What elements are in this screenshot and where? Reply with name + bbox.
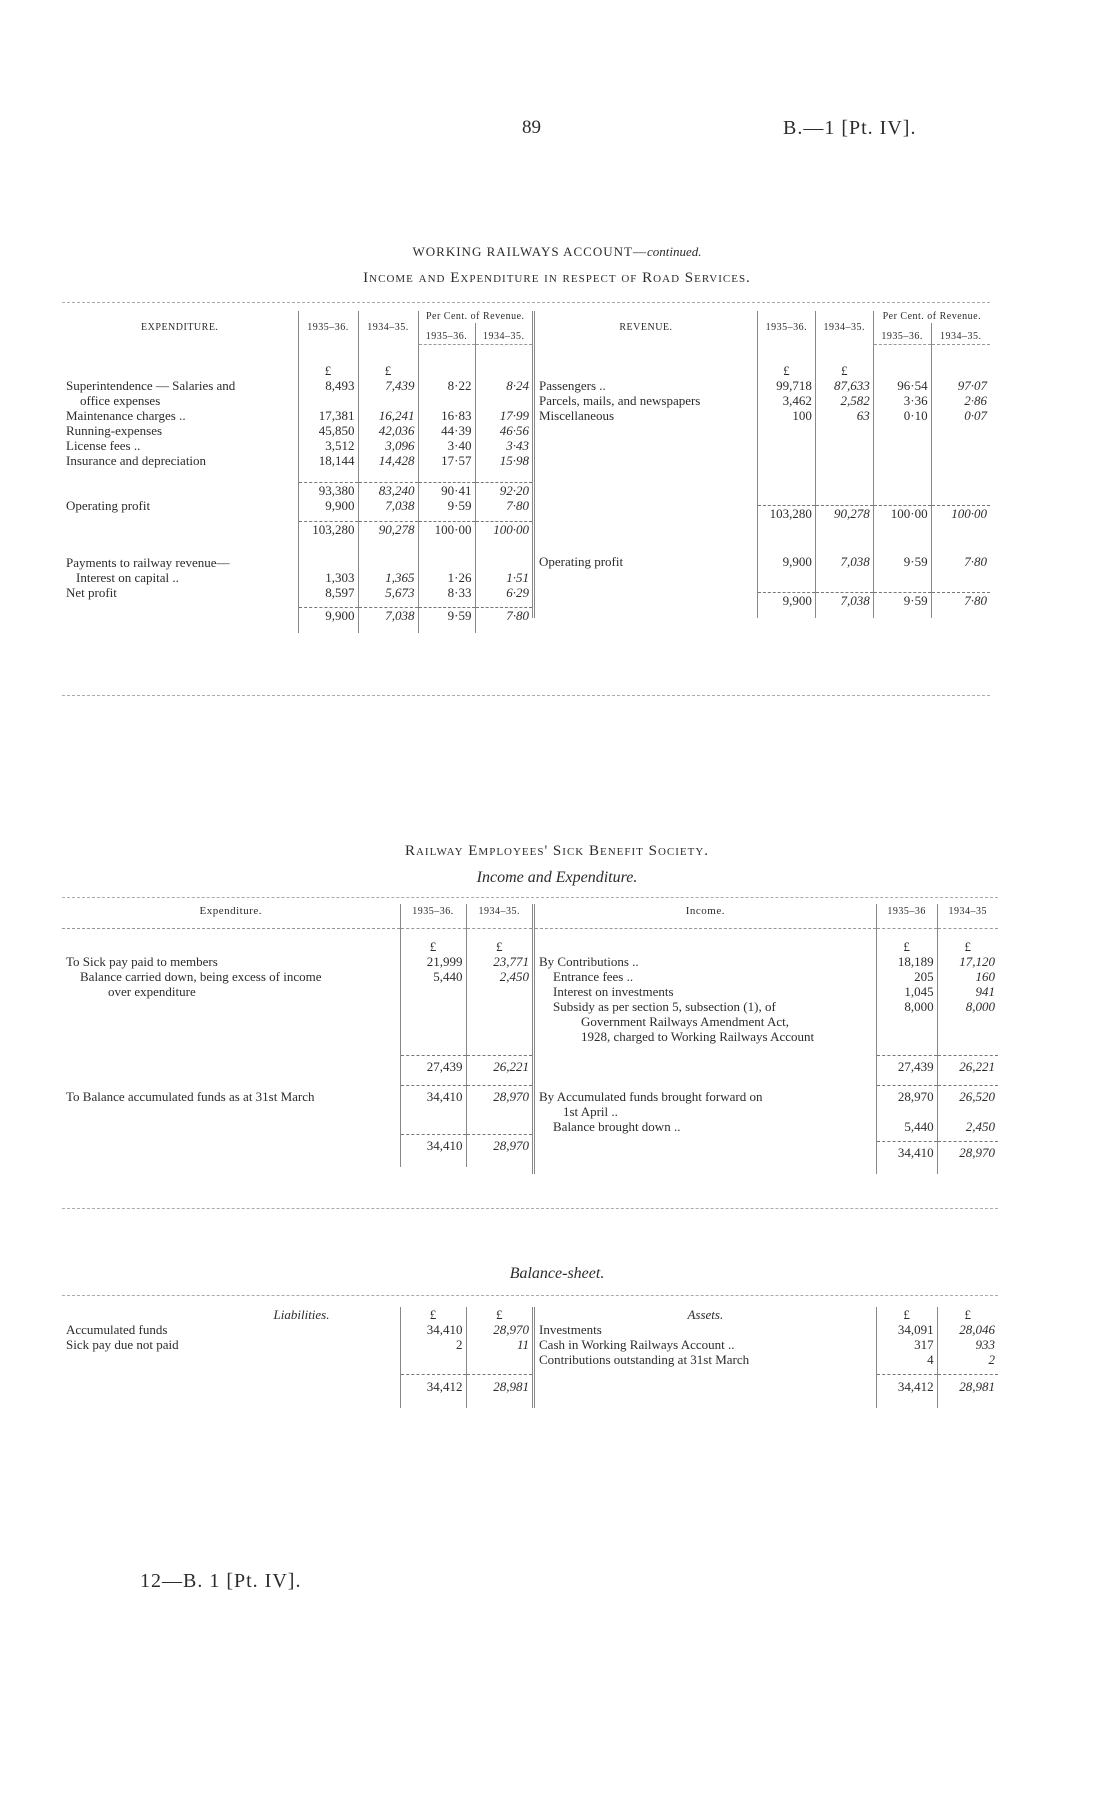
road-exp-pct: 46·56 bbox=[475, 423, 532, 438]
rev-operating-profit-pct: 7·80 bbox=[931, 554, 990, 569]
asset-label: Cash in Working Railways Account .. bbox=[534, 1337, 877, 1352]
operating-profit-pct: 7·80 bbox=[475, 498, 532, 513]
road-rev-label: Parcels, mails, and newspapers bbox=[534, 393, 758, 408]
road-rev-value: 100 bbox=[757, 408, 815, 423]
sick-exp-balance-label: To Balance accumulated funds as at 31st March bbox=[66, 1088, 315, 1104]
sick-exp-total: 26,221 bbox=[466, 1055, 532, 1074]
road-rev-total-pct: 100·00 bbox=[873, 506, 931, 522]
pound-symbol: £ bbox=[757, 363, 815, 378]
net-profit-pct: 8·33 bbox=[418, 585, 475, 600]
asset-value: 317 bbox=[876, 1337, 937, 1352]
road-exp-pct: 44·39 bbox=[418, 423, 475, 438]
road-exp-label: Insurance and depreciation bbox=[66, 452, 207, 468]
sick-exp-head: Expenditure. bbox=[62, 904, 400, 929]
sick-inc-y2: 1934–35 bbox=[937, 904, 998, 929]
asset-value: 2 bbox=[937, 1352, 998, 1367]
road-exp-value: 45,850 bbox=[298, 423, 358, 438]
road-exp-total: 90,278 bbox=[358, 521, 418, 537]
road-rev-y2: 1934–35. bbox=[815, 311, 873, 345]
road-title-cont: continued. bbox=[646, 244, 702, 259]
interest-pct: 1·51 bbox=[475, 570, 532, 585]
road-rev-total: 90,278 bbox=[815, 506, 873, 522]
sick-inc-total: 27,439 bbox=[876, 1055, 937, 1074]
sick-inc-label: Subsidy as per section 5, subsection (1), of Government Railways Amendment Act, 1928, charged to Working Railways Account bbox=[534, 999, 877, 1044]
road-rev-head: REVENUE. bbox=[534, 311, 758, 345]
operating-profit-pct: 9·59 bbox=[418, 498, 475, 513]
payments-total: 9,900 bbox=[298, 608, 358, 624]
sick-exp-label: Balance carried down, being excess of income over expenditure bbox=[80, 969, 322, 999]
liabilities-heading: Liabilities. bbox=[273, 1307, 330, 1322]
road-exp-y1: 1935–36. bbox=[298, 311, 358, 345]
assets-table bbox=[532, 1307, 998, 1408]
asset-value: 933 bbox=[937, 1337, 998, 1352]
road-rev-total: 103,280 bbox=[757, 506, 815, 522]
road-exp-subtotal-pct: 92·20 bbox=[475, 483, 532, 499]
payments-total: 7,038 bbox=[358, 608, 418, 624]
road-title-main: WORKING RAILWAYS ACCOUNT— bbox=[412, 244, 647, 259]
road-rev-value: 3,462 bbox=[757, 393, 815, 408]
road-expenditure-table bbox=[62, 311, 532, 633]
pound-symbol: £ bbox=[876, 939, 937, 954]
liability-label: Sick pay due not paid bbox=[66, 1337, 179, 1352]
road-rev-pct: 2·86 bbox=[931, 393, 990, 408]
liability-value: 34,410 bbox=[400, 1322, 466, 1337]
road-rev-pct-y2: 1934–35. bbox=[931, 323, 990, 345]
sick-inc-label: Entrance fees .. bbox=[534, 969, 877, 984]
assets-heading: Assets. bbox=[534, 1307, 877, 1322]
sick-inc-bal-value: 2,450 bbox=[937, 1119, 998, 1134]
net-profit-value: 8,597 bbox=[298, 585, 358, 600]
sick-inc-label: By Contributions .. bbox=[534, 954, 877, 969]
sick-inc-value: 941 bbox=[937, 984, 998, 999]
interest-pct: 1·26 bbox=[418, 570, 475, 585]
road-exp-pct-head: Per Cent. of Revenue. bbox=[418, 311, 532, 323]
asset-value: 28,046 bbox=[937, 1322, 998, 1337]
road-rev-value: 2,582 bbox=[815, 393, 873, 408]
sick-society-title: Railway Employees' Sick Benefit Society. bbox=[404, 843, 710, 859]
road-exp-y2: 1934–35. bbox=[358, 311, 418, 345]
road-rev-value: 63 bbox=[815, 408, 873, 423]
road-exp-value: 17,381 bbox=[298, 408, 358, 423]
road-revenue-table bbox=[532, 311, 990, 618]
sick-inc-value: 18,189 bbox=[876, 954, 937, 969]
sick-inc-total2: 34,410 bbox=[876, 1142, 937, 1161]
road-exp-pct: 17·99 bbox=[475, 408, 532, 423]
sick-inc-total2: 28,970 bbox=[937, 1142, 998, 1161]
road-exp-label: Maintenance charges .. bbox=[66, 407, 186, 423]
road-title bbox=[0, 244, 1114, 260]
sick-inc-value: 160 bbox=[937, 969, 998, 984]
sick-exp-value: 21,999 bbox=[400, 954, 466, 969]
liability-label: Accumulated funds bbox=[66, 1322, 168, 1337]
road-exp-pct: 8·24 bbox=[475, 378, 532, 408]
document-reference: B.—1 [Pt. IV]. bbox=[783, 117, 917, 139]
sick-exp-total2: 34,410 bbox=[400, 1134, 466, 1153]
liability-value: 2 bbox=[400, 1337, 466, 1352]
sick-inc-acc-value: 28,970 bbox=[876, 1086, 937, 1119]
road-exp-pct-y2: 1934–35. bbox=[475, 323, 532, 345]
road-exp-value: 14,428 bbox=[358, 453, 418, 468]
road-exp-pct-y1: 1935–36. bbox=[418, 323, 475, 345]
liabilities-total: 28,981 bbox=[466, 1374, 532, 1394]
sick-income-table bbox=[532, 904, 998, 1174]
footer-reference: 12—B. 1 [Pt. IV]. bbox=[140, 1570, 302, 1592]
sick-inc-value: 1,045 bbox=[876, 984, 937, 999]
liability-value: 28,970 bbox=[466, 1322, 532, 1337]
sick-inc-head: Income. bbox=[534, 904, 877, 929]
road-rev-pct: 97·07 bbox=[931, 378, 990, 393]
road-exp-total-pct: 100·00 bbox=[418, 521, 475, 537]
road-exp-pct: 17·57 bbox=[418, 453, 475, 468]
road-exp-subtotal: 93,380 bbox=[298, 483, 358, 499]
interest-value: 1,303 bbox=[298, 570, 358, 585]
road-rev-value: 87,633 bbox=[815, 378, 873, 393]
rev-op-total: 9,900 bbox=[757, 592, 815, 608]
liabilities-table bbox=[62, 1307, 532, 1408]
sick-exp-y2: 1934–35. bbox=[466, 904, 532, 929]
sick-exp-balance-value: 28,970 bbox=[466, 1086, 532, 1105]
rev-op-total-pct: 9·59 bbox=[873, 592, 931, 608]
liabilities-total: 34,412 bbox=[400, 1374, 466, 1394]
asset-value: 4 bbox=[876, 1352, 937, 1367]
sick-inc-value: 8,000 bbox=[876, 999, 937, 1044]
sick-exp-value: 2,450 bbox=[466, 969, 532, 999]
road-rev-label: Passengers .. bbox=[534, 378, 758, 393]
pound-symbol: £ bbox=[937, 939, 998, 954]
sick-inc-value: 205 bbox=[876, 969, 937, 984]
road-rev-pct: 0·10 bbox=[873, 408, 931, 423]
road-exp-value: 3,512 bbox=[298, 438, 358, 453]
sick-inc-value: 8,000 bbox=[937, 999, 998, 1044]
sick-exp-balance-value: 34,410 bbox=[400, 1086, 466, 1105]
payments-total-pct: 9·59 bbox=[418, 608, 475, 624]
road-exp-value: 18,144 bbox=[298, 453, 358, 468]
road-rev-pct-head: Per Cent. of Revenue. bbox=[873, 311, 990, 323]
road-exp-pct: 15·98 bbox=[475, 453, 532, 468]
pound-symbol: £ bbox=[358, 363, 418, 378]
asset-label: Contributions outstanding at 31st March bbox=[534, 1352, 877, 1367]
road-rev-pct: 0·07 bbox=[931, 408, 990, 423]
road-exp-value: 42,036 bbox=[358, 423, 418, 438]
road-rev-value: 99,718 bbox=[757, 378, 815, 393]
road-subtitle: Income and Expenditure in respect of Road Services. bbox=[363, 270, 751, 286]
sick-exp-value: 5,440 bbox=[400, 969, 466, 999]
balance-sheet-title: Balance-sheet. bbox=[509, 1265, 605, 1282]
operating-profit-value: 7,038 bbox=[358, 498, 418, 513]
road-rev-pct: 3·36 bbox=[873, 393, 931, 408]
asset-label: Investments bbox=[534, 1322, 877, 1337]
pound-symbol: £ bbox=[400, 939, 466, 954]
road-exp-subtotal-pct: 90·41 bbox=[418, 483, 475, 499]
sick-inc-acc-value: 26,520 bbox=[937, 1086, 998, 1119]
rev-operating-profit-value: 9,900 bbox=[757, 554, 815, 569]
sick-exp-total2: 28,970 bbox=[466, 1134, 532, 1153]
pound-symbol: £ bbox=[815, 363, 873, 378]
sick-inc-total: 26,221 bbox=[937, 1055, 998, 1074]
rev-operating-profit-pct: 9·59 bbox=[873, 554, 931, 569]
road-rev-pct: 96·54 bbox=[873, 378, 931, 393]
road-exp-value: 16,241 bbox=[358, 408, 418, 423]
road-exp-value: 7,439 bbox=[358, 378, 418, 408]
payments-heading: Payments to railway revenue— bbox=[66, 554, 230, 570]
net-profit-pct: 6·29 bbox=[475, 585, 532, 600]
rev-op-total: 7,038 bbox=[815, 592, 873, 608]
sick-inc-label: Interest on investments bbox=[534, 984, 877, 999]
rev-operating-profit-value: 7,038 bbox=[815, 554, 873, 569]
road-exp-pct: 3·43 bbox=[475, 438, 532, 453]
asset-value: 34,091 bbox=[876, 1322, 937, 1337]
sick-inc-bal-value: 5,440 bbox=[876, 1119, 937, 1134]
operating-profit-label: Operating profit bbox=[66, 498, 151, 513]
road-exp-pct: 16·83 bbox=[418, 408, 475, 423]
road-exp-label: Superintendence — Salaries and office expenses bbox=[66, 377, 236, 408]
operating-profit-value: 9,900 bbox=[298, 498, 358, 513]
road-exp-pct: 8·22 bbox=[418, 378, 475, 408]
rev-op-total-pct: 7·80 bbox=[931, 592, 990, 608]
payments-total-pct: 7·80 bbox=[475, 608, 532, 624]
liability-value: 11 bbox=[466, 1337, 532, 1352]
road-rev-pct-y1: 1935–36. bbox=[873, 323, 931, 345]
sick-inc-bal-label: Balance brought down .. bbox=[534, 1119, 877, 1134]
sick-exp-total: 27,439 bbox=[400, 1055, 466, 1074]
sick-exp-y1: 1935–36. bbox=[400, 904, 466, 929]
road-exp-value: 3,096 bbox=[358, 438, 418, 453]
sick-inc-acc-label: By Accumulated funds brought forward on 1st April .. bbox=[534, 1086, 877, 1119]
interest-value: 1,365 bbox=[358, 570, 418, 585]
road-exp-head: EXPENDITURE. bbox=[141, 322, 219, 334]
sick-inc-y1: 1935–36 bbox=[876, 904, 937, 929]
pound-symbol: £ bbox=[466, 1307, 532, 1322]
assets-total: 34,412 bbox=[876, 1374, 937, 1394]
sick-exp-value: 23,771 bbox=[466, 954, 532, 969]
page-number: 89 bbox=[522, 117, 541, 138]
pound-symbol: £ bbox=[298, 363, 358, 378]
road-exp-value: 8,493 bbox=[298, 378, 358, 408]
road-exp-total: 103,280 bbox=[298, 521, 358, 537]
road-rev-total-pct: 100·00 bbox=[931, 506, 990, 522]
sick-society-subtitle: Income and Expenditure. bbox=[476, 869, 638, 886]
pound-symbol: £ bbox=[400, 1307, 466, 1322]
road-exp-subtotal: 83,240 bbox=[358, 483, 418, 499]
sick-exp-label: To Sick pay paid to members bbox=[66, 954, 218, 969]
assets-total: 28,981 bbox=[937, 1374, 998, 1394]
road-exp-total-pct: 100·00 bbox=[475, 521, 532, 537]
road-exp-pct: 3·40 bbox=[418, 438, 475, 453]
pound-symbol: £ bbox=[876, 1307, 937, 1322]
road-rev-y1: 1935–36. bbox=[757, 311, 815, 345]
net-profit-label: Net profit bbox=[66, 584, 117, 600]
pound-symbol: £ bbox=[937, 1307, 998, 1322]
road-rev-label: Miscellaneous bbox=[534, 408, 758, 423]
rev-operating-profit-label: Operating profit bbox=[534, 554, 758, 569]
interest-label: Interest on capital .. bbox=[76, 569, 179, 585]
pound-symbol: £ bbox=[466, 939, 532, 954]
road-exp-label: Running-expenses bbox=[66, 422, 163, 438]
sick-expenditure-table bbox=[62, 904, 532, 1167]
sick-inc-value: 17,120 bbox=[937, 954, 998, 969]
road-exp-label: License fees .. bbox=[66, 437, 141, 453]
net-profit-value: 5,673 bbox=[358, 585, 418, 600]
